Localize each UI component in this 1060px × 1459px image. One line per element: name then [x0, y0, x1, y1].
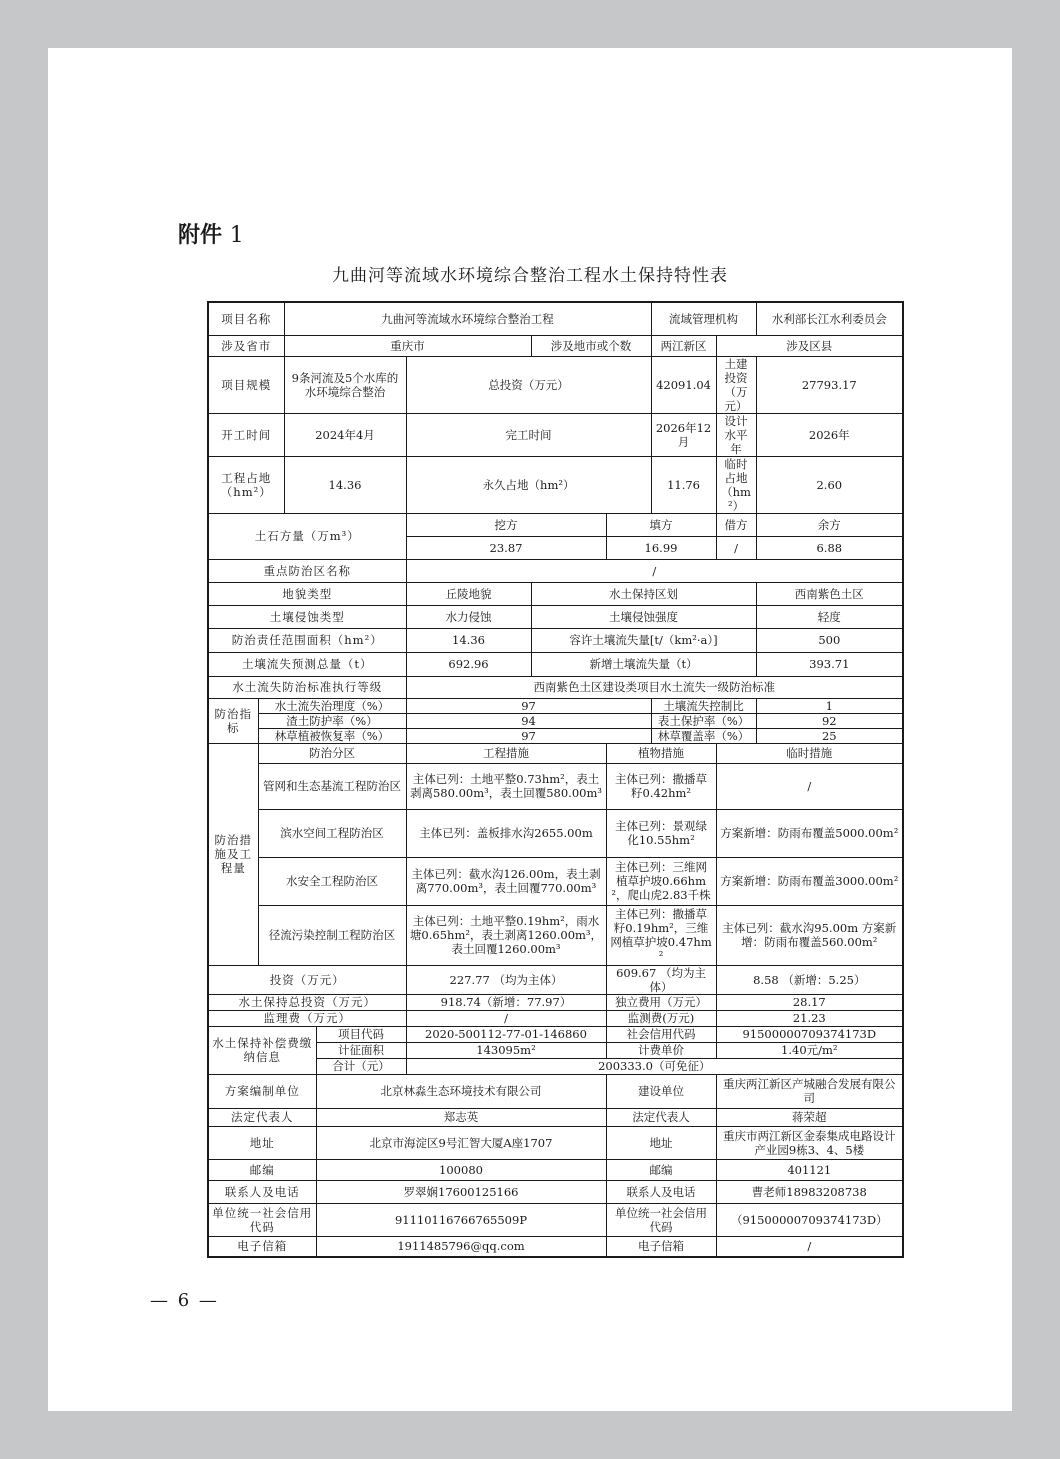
page-number: — 6 —	[150, 1290, 219, 1311]
table-row: 水土流失防治标准执行等级 西南紫色土区建设类项目水土流失一级防治标准	[208, 676, 903, 698]
table-row: 防治措施及工程量 防治分区 工程措施 植物措施 临时措施	[208, 743, 903, 763]
table-row: 23.87 16.99 / 6.88	[208, 536, 903, 559]
table-row: 邮编 100080 邮编 401121	[208, 1159, 903, 1180]
table-row: 水土保持补偿费缴纳信息 项目代码 2020-500112-77-01-146860 社会信用代码 91500000709374173D	[208, 1026, 903, 1042]
table-row: 联系人及电话 罗翠娴17600125166 联系人及电话 曹老师18983208738	[208, 1180, 903, 1203]
table-row: 单位统一社会信用代码 91110116766765509P 单位统一社会信用代码 （91500000709374173D）	[208, 1203, 903, 1236]
attachment-label: 附件 1	[178, 223, 244, 248]
table-row: 渣土防护率（%） 94 表土保护率（%） 92	[208, 713, 903, 728]
characteristics-table	[207, 301, 904, 1258]
table-row: 土石方量（万m³） 挖方 填方 借方 余方	[208, 513, 903, 536]
table-row: 计征面积 143095m² 计费单价 1.40元/m²	[208, 1042, 903, 1058]
table-row: 项目名称 九曲河等流域水环境综合整治工程 流域管理机构 水利部长江水利委员会	[208, 302, 903, 335]
table-row: 林草植被恢复率（%） 97 林草覆盖率（%） 25	[208, 728, 903, 743]
table-row: 电子信箱 1911485796@qq.com 电子信箱 /	[208, 1236, 903, 1257]
table-row: 监理费（万元） / 监测费(万元) 21.23	[208, 1010, 903, 1026]
table-row: 水安全工程防治区 主体已列：截水沟126.00m，表土剥离770.00m³，表土回覆770.00m³ 主体已列：三维网植草护坡0.66hm²，爬山虎2.83千株 方案新增：防雨布覆盖3000.00m²	[208, 857, 903, 905]
table-row: 涉及省市 重庆市 涉及地市或个数 两江新区 涉及区县	[208, 335, 903, 356]
table-row: 管网和生态基流工程防治区 主体已列：土地平整0.73hm²，表土剥离580.00m³，表土回覆580.00m³ 主体已列：撒播草籽0.42hm² /	[208, 763, 903, 809]
table-row: 重点防治区名称 /	[208, 559, 903, 582]
table-row: 工程占地（hm²） 14.36 永久占地（hm²） 11.76 临时占地（hm²） 2.60	[208, 456, 903, 513]
table-row: 地址 北京市海淀区9号汇智大厦A座1707 地址 重庆市两江新区金泰集成电路设计产业园9栋3、4、5楼	[208, 1126, 903, 1159]
table-row: 土壤侵蚀类型 水力侵蚀 土壤侵蚀强度 轻度	[208, 605, 903, 628]
table-row: 方案编制单位 北京林淼生态环境技术有限公司 建设单位 重庆两江新区产城融合发展有限公司	[208, 1074, 903, 1108]
table-row: 法定代表人 郑志英 法定代表人 蒋荣超	[208, 1108, 903, 1126]
table-row: 项目规模 9条河流及5个水库的水环境综合整治 总投资（万元） 42091.04 土建投资（万元） 27793.17	[208, 356, 903, 413]
table-row: 土壤流失预测总量（t） 692.96 新增土壤流失量（t） 393.71	[208, 652, 903, 676]
table-row: 开工时间 2024年4月 完工时间 2026年12月 设计水平年 2026年	[208, 413, 903, 456]
table-row: 投资（万元） 227.77 （均为主体） 609.67 （均为主体） 8.58 （新增：5.25）	[208, 965, 903, 994]
document-page	[48, 48, 1012, 1411]
table-row: 防治指标 水土流失治理度（%） 97 土壤流失控制比 1	[208, 698, 903, 713]
table-title: 九曲河等流域水环境综合整治工程水土保持特性表	[332, 266, 728, 286]
table-row: 滨水空间工程防治区 主体已列：盖板排水沟2655.00m 主体已列：景观绿化10.55hm² 方案新增：防雨布覆盖5000.00m²	[208, 809, 903, 857]
table-row: 径流污染控制工程防治区 主体已列：土地平整0.19hm²，雨水塘0.65hm²，表土剥离1260.00m³，表土回覆1260.00m³ 主体已列：撒播草籽0.19hm²，三维网植草护坡0.47hm² 主体已列：截水沟95.00m 方案新增：防雨布覆盖560.00m²	[208, 905, 903, 965]
table-row: 水土保持总投资（万元） 918.74（新增：77.97） 独立费用（万元） 28.17	[208, 994, 903, 1010]
table-row: 防治责任范围面积（hm²） 14.36 容许土壤流失量[t/（km²·a）] 500	[208, 628, 903, 652]
table-row: 地貌类型 丘陵地貌 水土保持区划 西南紫色土区	[208, 582, 903, 605]
table-row: 合计（元） 200333.0（可免征）	[208, 1058, 903, 1074]
